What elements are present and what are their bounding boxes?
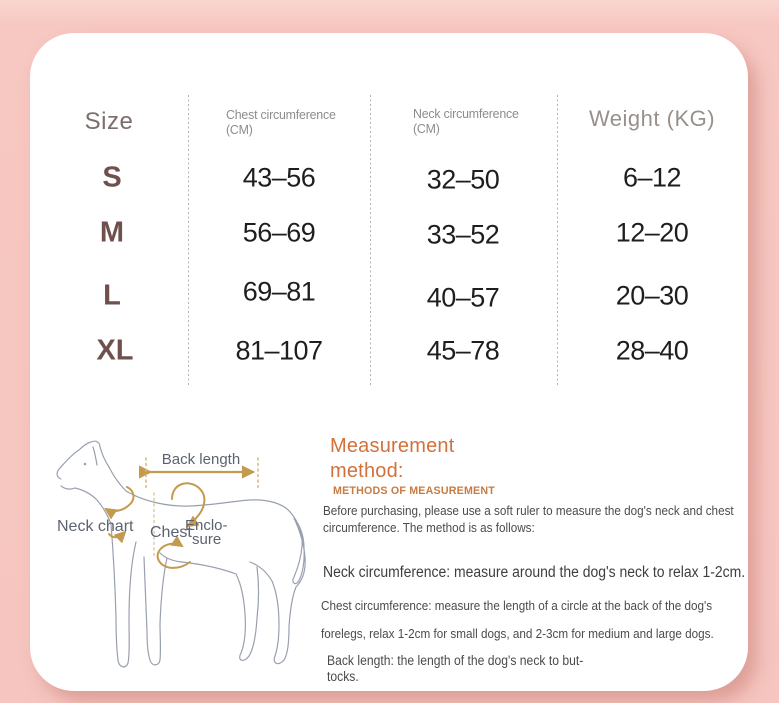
weight-value-s: 6–12 [622, 162, 682, 193]
size-row-label-s: S [102, 161, 122, 194]
column-header-size: Size [84, 108, 134, 135]
column-header-neck [413, 106, 519, 136]
size-chart-card [30, 33, 748, 691]
column-header-chest-unit: (CM) [226, 122, 253, 137]
column-header-chest [226, 107, 336, 137]
measurement-method-subtitle: METHODS OF MEASUREMENT [333, 485, 495, 497]
column-header-chest-label: Chest circumference [226, 107, 336, 122]
neck-value-xl: 45–78 [426, 335, 500, 366]
dog-measurement-diagram [48, 433, 328, 691]
neck-value-m: 33–52 [426, 219, 500, 250]
neck-measure-arrow [106, 487, 134, 511]
chest-value-xl: 81–107 [235, 335, 323, 366]
intro-text-line1: Before purchasing, please use a soft ruler to measure the dog's neck and chest [323, 503, 734, 518]
weight-value-m: 12–20 [615, 217, 689, 248]
measurement-method-title [330, 434, 454, 484]
column-divider [557, 95, 558, 385]
intro-text-line2: circumference. The method is as follows: [323, 520, 535, 535]
chest-value-s: 43–56 [242, 162, 316, 193]
column-divider [188, 95, 189, 385]
dog-outline-drawing [57, 441, 305, 667]
enclosure-label-line2: sure [192, 531, 222, 548]
size-row-label-m: M [99, 216, 125, 249]
measurement-method-title-line2: method: [330, 460, 404, 482]
chest-instruction-line1: Chest circumference: measure the length of a circle at the back of the dog's [321, 598, 713, 613]
enclosure-label-line1: Enclo- [185, 517, 228, 534]
measurement-method-title-line1: Measurement [330, 435, 455, 457]
neck-value-s: 32–50 [426, 164, 500, 195]
column-divider [370, 95, 371, 385]
dog-eye-dot [84, 463, 87, 466]
chest-instruction-line2: forelegs, relax 1-2cm for small dogs, and 2-3cm for medium and large dogs. [321, 626, 714, 641]
chest-label: Chest [150, 524, 192, 541]
back-instruction-line2: tocks. [327, 669, 359, 684]
weight-value-xl: 28–40 [615, 335, 689, 366]
chest-value-m: 56–69 [242, 217, 316, 248]
size-row-label-l: L [103, 279, 121, 312]
chest-value-l: 69–81 [242, 276, 316, 307]
weight-value-l: 20–30 [615, 280, 689, 311]
back-instruction-line1: Back length: the length of the dog's neck to but- [327, 653, 584, 668]
size-row-label-xl: XL [96, 334, 134, 367]
column-header-neck-unit: (CM) [413, 121, 440, 136]
neck-instruction: Neck circumference: measure around the dog's neck to relax 1-2cm. [323, 564, 746, 581]
column-header-weight: Weight (KG) [588, 106, 716, 131]
neck-label: Neck chart [57, 518, 134, 535]
neck-value-l: 40–57 [426, 282, 500, 313]
column-header-neck-label: Neck circumference [413, 106, 519, 121]
back-length-label: Back length [161, 451, 241, 468]
